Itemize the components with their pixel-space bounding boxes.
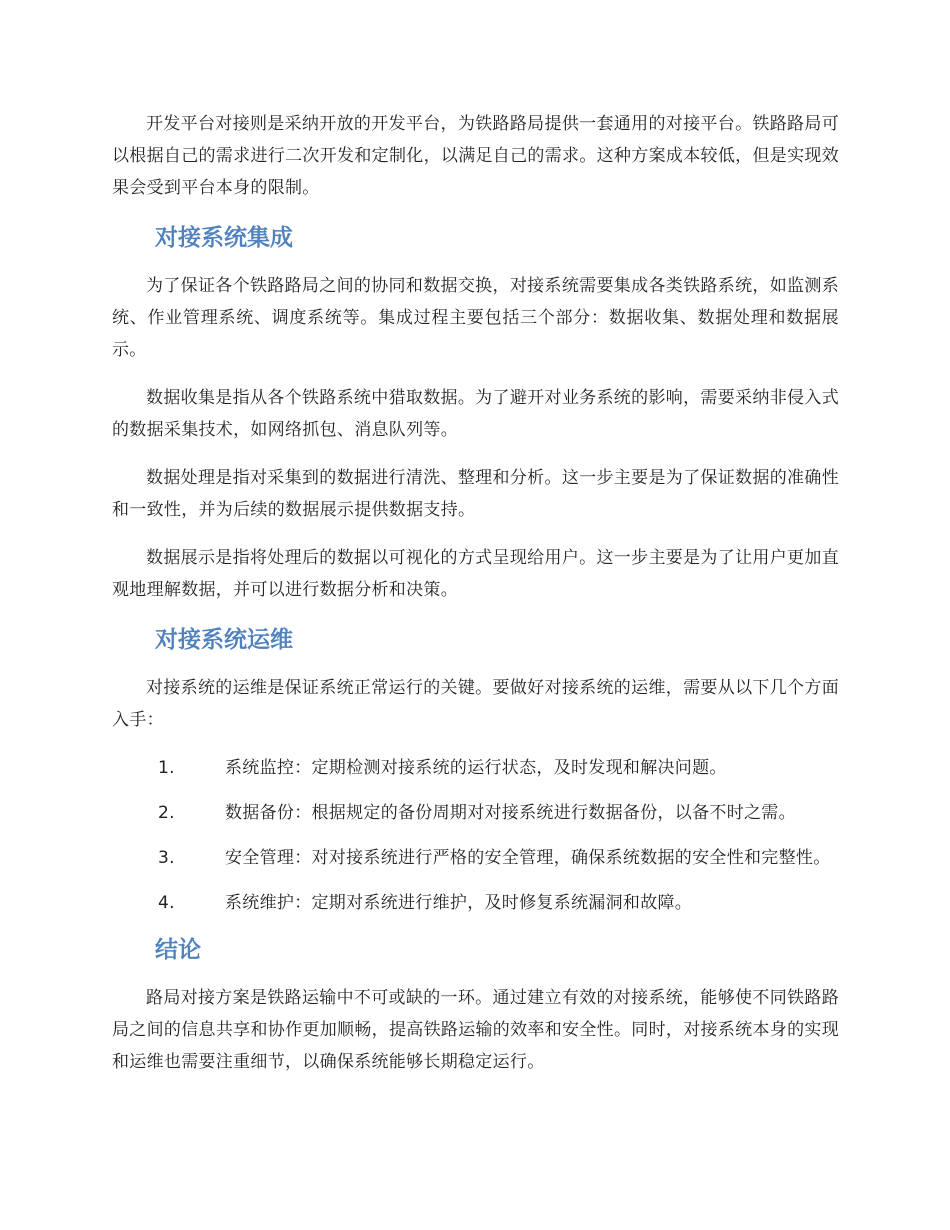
conclusion-paragraph: 路局对接方案是铁路运输中不可或缺的一环。通过建立有效的对接系统，能够使不同铁路路局之间的信息共享和协作更加顺畅，提高铁路运输的效率和安全性。同时，对接系统本身的实现和运维也需要注重细节，以确保系统能够长期稳定运行。 [112, 988, 839, 1072]
operations-heading: 对接系统运维 [155, 627, 293, 653]
list-item-number: 3. [158, 848, 175, 868]
data-collection-paragraph: 数据收集是指从各个铁路系统中猎取数据。为了避开对业务系统的影响，需要采纳非侵入式的数据采集技术，如网络抓包、消息队列等。 [112, 388, 839, 440]
list-item-text: 系统监控：定期检测对接系统的运行状态，及时发现和解决问题。 [225, 758, 727, 778]
document-body [112, 108, 839, 1094]
list-item [112, 752, 839, 784]
list-item-text: 安全管理：对对接系统进行严格的安全管理，确保系统数据的安全性和完整性。 [225, 848, 831, 868]
data-processing-paragraph: 数据处理是指对采集到的数据进行清洗、整理和分析。这一步主要是为了保证数据的准确性和一致性，并为后续的数据展示提供数据支持。 [112, 468, 839, 520]
list-item-number: 4. [158, 893, 175, 913]
integration-paragraph: 为了保证各个铁路路局之间的协同和数据交换，对接系统需要集成各类铁路系统，如监测系统、作业管理系统、调度系统等。集成过程主要包括三个部分：数据收集、数据处理和数据展示。 [112, 276, 839, 360]
list-item-number: 2. [158, 803, 175, 823]
list-item-number: 1. [158, 758, 175, 778]
conclusion-heading: 结论 [155, 937, 201, 963]
list-item [112, 887, 839, 919]
operations-list [112, 752, 839, 919]
list-item [112, 842, 839, 874]
list-item-text: 数据备份：根据规定的备份周期对对接系统进行数据备份，以备不时之需。 [225, 803, 796, 823]
intro-paragraph: 开发平台对接则是采纳开放的开发平台，为铁路路局提供一套通用的对接平台。铁路路局可以根据自己的需求进行二次开发和定制化，以满足自己的需求。这种方案成本较低，但是实现效果会受到平台本身的限制。 [112, 114, 839, 198]
data-display-paragraph: 数据展示是指将处理后的数据以可视化的方式呈现给用户。这一步主要是为了让用户更加直观地理解数据，并可以进行数据分析和决策。 [112, 548, 839, 600]
integration-heading: 对接系统集成 [155, 225, 293, 251]
list-item-text: 系统维护：定期对系统进行维护，及时修复系统漏洞和故障。 [225, 893, 693, 913]
operations-intro-paragraph: 对接系统的运维是保证系统正常运行的关键。要做好对接系统的运维，需要从以下几个方面入手： [112, 678, 839, 730]
list-item [112, 797, 839, 829]
